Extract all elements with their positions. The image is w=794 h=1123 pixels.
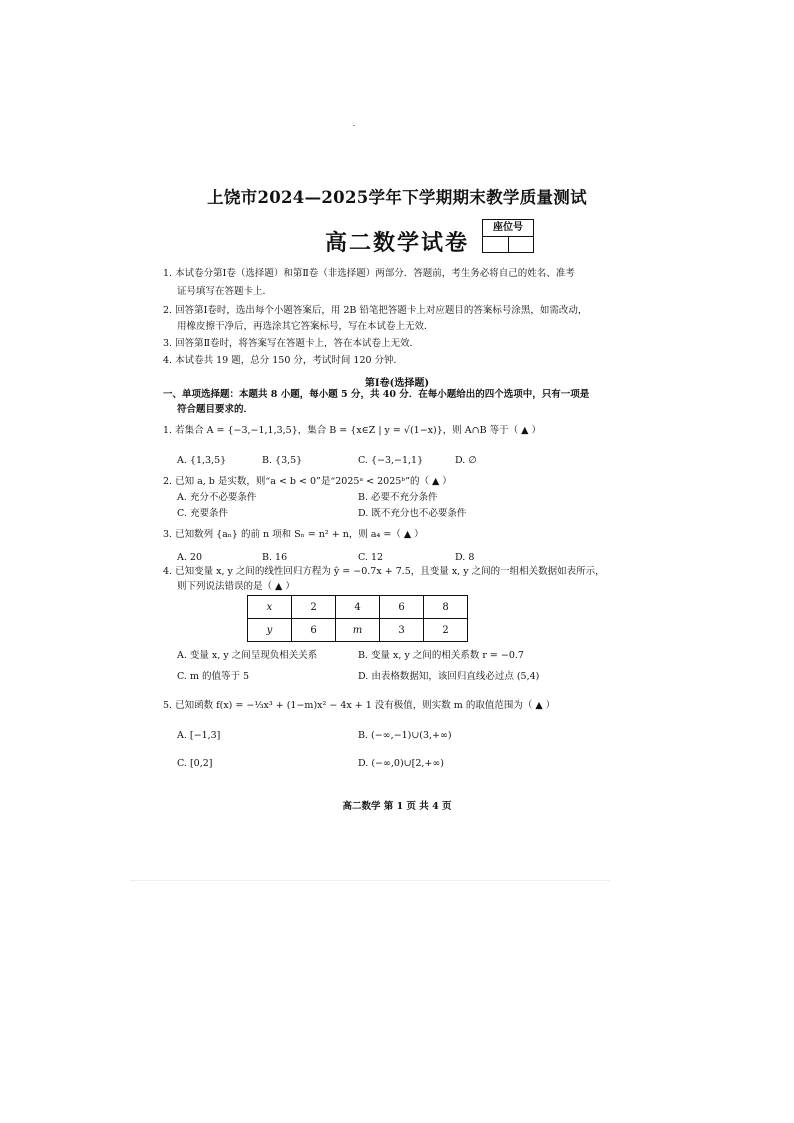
question-1-option-a: A. {1,3,5} <box>177 455 227 466</box>
table-cell: 2 <box>424 619 468 642</box>
question-4-stem-cont: 则下列说法错误的是（ ▲ ） <box>177 581 295 592</box>
table-cell: 2 <box>292 596 336 619</box>
table-cell: 4 <box>336 596 380 619</box>
question-2-option-c: C. 充要条件 <box>177 508 228 519</box>
table-cell: x <box>248 596 292 619</box>
instruction-1: 1. 本试卷分第Ⅰ卷（选择题）和第Ⅱ卷（非选择题）两部分．答题前，考生务必将自己的姓名、准考 <box>163 268 575 279</box>
table-cell: 6 <box>380 596 424 619</box>
instruction-2: 2. 回答第Ⅰ卷时，选出每个小题答案后，用 2B 铅笔把答题卡上对应题目的答案标号涂黑，如需改动， <box>163 305 588 316</box>
question-4-option-c: C. m 的值等于 5 <box>177 671 250 682</box>
page-footer: 高二数学 第 1 页 共 4 页 <box>342 801 452 812</box>
question-5-stem: 5. 已知函数 f(x) = −⅓x³ + (1−m)x² − 4x + 1 没有极值，则实数 m 的取值范围为（ ▲ ） <box>163 700 556 711</box>
table-cell: 6 <box>292 619 336 642</box>
scan-speck <box>353 125 355 126</box>
section-one-heading-cont: 符合题目要求的． <box>177 404 254 415</box>
instruction-2-cont: 用橡皮擦干净后，再选涂其它答案标号，写在本试卷上无效． <box>177 321 434 332</box>
question-3-option-b: B. 16 <box>262 552 288 563</box>
instruction-1-cont: 证号填写在答题卡上． <box>177 286 273 297</box>
question-5-option-d: D. (−∞,0)∪[2,+∞) <box>358 758 444 769</box>
seat-number-box <box>482 219 534 253</box>
table-row <box>248 596 468 619</box>
question-2-stem: 2. 已知 a, b 是实数，则“a < b < 0”是“2025ᵃ < 2025ᵇ”的（ ▲ ） <box>163 476 452 487</box>
table-row <box>248 619 468 642</box>
table-cell: y <box>248 619 292 642</box>
question-2-option-a: A. 充分不必要条件 <box>177 492 257 503</box>
question-5-option-c: C. [0,2] <box>177 758 213 769</box>
question-4-option-d: D. 由表格数据知，该回归直线必过点 (5,4) <box>358 671 540 682</box>
question-1-option-c: C. {−3,−1,1} <box>358 455 424 466</box>
question-2-option-d: D. 既不充分也不必要条件 <box>358 508 467 519</box>
question-3-option-c: C. 12 <box>358 552 384 563</box>
question-4-data-table <box>247 595 468 642</box>
section-one-heading: 一、单项选择题：本题共 8 小题，每小题 5 分，共 40 分．在每小题给出的四个选项中，只有一项是 <box>163 389 590 400</box>
exam-subject-title: 高二数学试卷 <box>324 230 469 256</box>
table-cell: m <box>336 619 380 642</box>
instruction-4: 4. 本试卷共 19 题，总分 150 分，考试时间 120 分钟． <box>163 355 404 366</box>
scan-edge-line <box>130 880 610 881</box>
exam-title: 上饶市2024—2025学年下学期期末教学质量测试 <box>207 188 587 207</box>
question-3-option-a: A. 20 <box>177 552 202 563</box>
question-5-option-b: B. (−∞,−1)∪(3,+∞) <box>358 730 452 741</box>
question-3-stem: 3. 已知数列 {aₙ} 的前 n 项和 Sₙ = n² + n，则 a₄ =（ ▲ ） <box>163 529 424 540</box>
question-4-option-a: A. 变量 x, y 之间呈现负相关关系 <box>177 650 318 661</box>
question-3-option-d: D. 8 <box>455 552 475 563</box>
question-5-option-a: A. [−1,3] <box>177 730 221 741</box>
table-cell: 3 <box>380 619 424 642</box>
question-1-option-d: D. ∅ <box>455 455 477 466</box>
instruction-3: 3. 回答第Ⅱ卷时，将答案写在答题卡上，答在本试卷上无效． <box>163 338 420 349</box>
question-1-stem: 1. 若集合 A = {−3,−1,1,3,5}，集合 B = {x∈Z | y = √(1−x)}，则 A∩B 等于（ ▲ ） <box>163 425 541 436</box>
table-cell: 8 <box>424 596 468 619</box>
question-1-option-b: B. {3,5} <box>262 455 303 466</box>
seat-number-label: 座位号 <box>483 220 533 237</box>
seat-number-divider <box>508 236 509 252</box>
question-4-option-b: B. 变量 x, y 之间的相关系数 r = −0.7 <box>358 650 524 661</box>
question-2-option-b: B. 必要不充分条件 <box>358 492 438 503</box>
part-one-heading: 第Ⅰ卷(选择题) <box>364 378 430 389</box>
question-4-stem: 4. 已知变量 x, y 之间的线性回归方程为 ŷ = −0.7x + 7.5，且变量 x, y 之间的一组相关数据如表所示， <box>163 566 605 577</box>
